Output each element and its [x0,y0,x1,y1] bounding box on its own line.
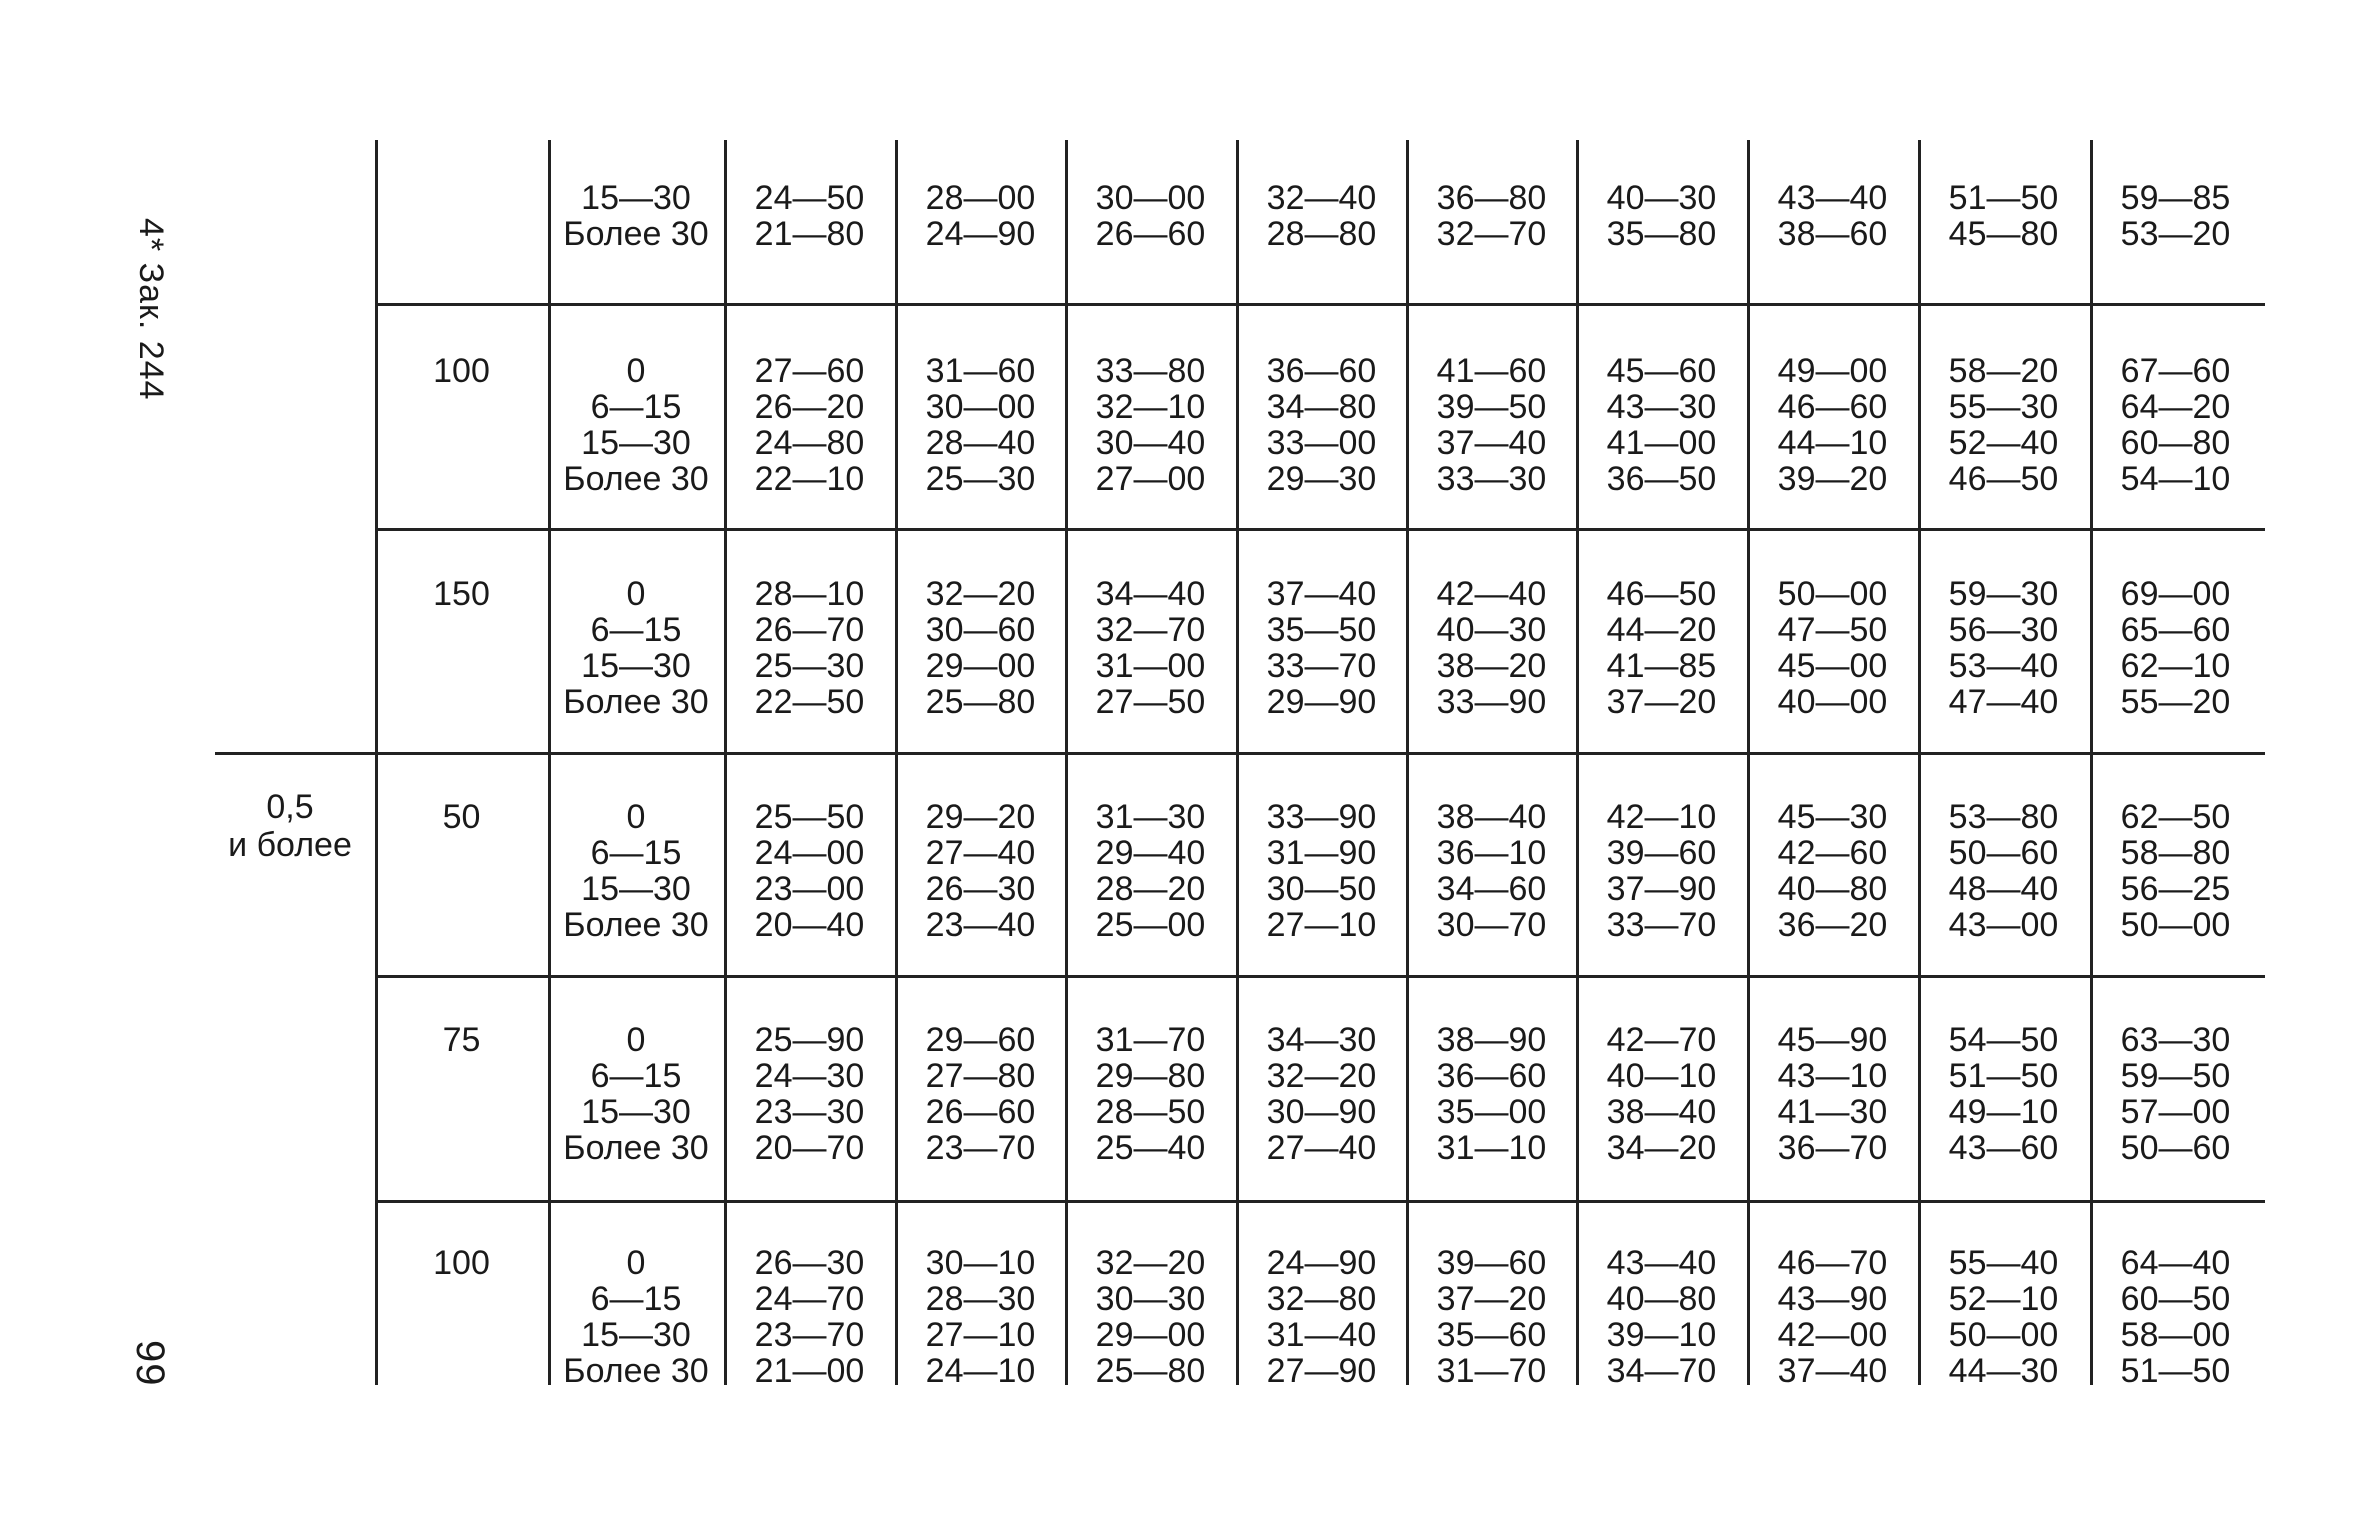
row-rule [215,752,2265,755]
value-cell: 35—00 [1436,1093,1547,1131]
value-cell: 27—80 [925,1057,1036,1095]
value-cell: 32—10 [1095,388,1206,426]
value-cell: 32—70 [1095,611,1206,649]
value-cell: 46—50 [1948,460,2059,498]
value-cell: 27—10 [1266,906,1377,944]
value-cell: 43—40 [1606,1244,1717,1282]
value-cell: 28—30 [925,1280,1036,1318]
value-cell: 33—80 [1095,352,1206,390]
value-cell: 35—50 [1266,611,1377,649]
value-cell: 60—50 [2120,1280,2231,1318]
value-cell: 64—20 [2120,388,2231,426]
value-cell: 46—70 [1777,1244,1888,1282]
column-rule [895,140,898,1385]
value-cell: 21—00 [754,1352,865,1390]
value-cell: 33—90 [1266,798,1377,836]
value-cell: 29—00 [1095,1316,1206,1354]
column-rule [375,140,378,1385]
value-cell: 53—20 [2120,215,2231,253]
value-cell: 53—80 [1948,798,2059,836]
value-cell: 25—90 [754,1021,865,1059]
value-cell: 45—30 [1777,798,1888,836]
group-label: 0,5 и более [228,788,352,864]
value-cell: 32—80 [1266,1280,1377,1318]
value-cell: 30—70 [1436,906,1547,944]
value-cell: 39—10 [1606,1316,1717,1354]
value-cell: 33—90 [1436,683,1547,721]
value-cell: 43—00 [1948,906,2059,944]
value-cell: 36—60 [1266,352,1377,390]
class-cell: 15—30 [581,424,691,462]
value-cell: 23—40 [925,906,1036,944]
value-cell: 31—10 [1436,1129,1547,1167]
value-cell: 62—50 [2120,798,2231,836]
order-reference: 4* Зак. 244 [132,218,170,401]
value-cell: 30—00 [925,388,1036,426]
class-cell: 6—15 [590,1280,682,1318]
value-cell: 58—00 [2120,1316,2231,1354]
value-cell: 37—40 [1436,424,1547,462]
row-rule [375,303,2265,306]
page-number: 99 [128,1340,172,1387]
value-cell: 50—00 [1777,575,1888,613]
value-cell: 43—60 [1948,1129,2059,1167]
column-rule [548,140,551,1385]
value-cell: 37—90 [1606,870,1717,908]
value-cell: 36—60 [1436,1057,1547,1095]
value-cell: 28—50 [1095,1093,1206,1131]
value-cell: 35—60 [1436,1316,1547,1354]
value-cell: 29—00 [925,647,1036,685]
value-cell: 43—30 [1606,388,1717,426]
load-cell: 100 [433,352,490,390]
value-cell: 23—70 [925,1129,1036,1167]
value-cell: 24—30 [754,1057,865,1095]
class-cell: 15—30 [581,1316,691,1354]
value-cell: 33—30 [1436,460,1547,498]
value-cell: 40—30 [1606,179,1717,217]
value-cell: 37—40 [1266,575,1377,613]
value-cell: 20—70 [754,1129,865,1167]
load-cell: 75 [442,1021,481,1059]
value-cell: 29—80 [1095,1057,1206,1095]
class-cell: Более 30 [563,1129,709,1167]
value-cell: 23—00 [754,870,865,908]
class-cell: 6—15 [590,611,682,649]
value-cell: 26—70 [754,611,865,649]
value-cell: 59—30 [1948,575,2059,613]
row-rule [375,528,2265,531]
value-cell: 37—20 [1606,683,1717,721]
column-rule [1918,140,1921,1385]
value-cell: 34—80 [1266,388,1377,426]
value-cell: 32—70 [1436,215,1547,253]
value-cell: 46—50 [1606,575,1717,613]
value-cell: 42—10 [1606,798,1717,836]
value-cell: 49—00 [1777,352,1888,390]
value-cell: 33—70 [1606,906,1717,944]
value-cell: 40—30 [1436,611,1547,649]
load-cell: 150 [433,575,490,613]
value-cell: 45—00 [1777,647,1888,685]
value-cell: 24—10 [925,1352,1036,1390]
value-cell: 25—30 [754,647,865,685]
class-cell: Более 30 [563,460,709,498]
value-cell: 28—10 [754,575,865,613]
value-cell: 25—80 [925,683,1036,721]
value-cell: 47—50 [1777,611,1888,649]
value-cell: 41—00 [1606,424,1717,462]
column-rule [724,140,727,1385]
value-cell: 27—40 [925,834,1036,872]
value-cell: 34—30 [1266,1021,1377,1059]
value-cell: 38—90 [1436,1021,1547,1059]
value-cell: 39—60 [1436,1244,1547,1282]
value-cell: 48—40 [1948,870,2059,908]
value-cell: 38—40 [1436,798,1547,836]
value-cell: 69—00 [2120,575,2231,613]
value-cell: 29—20 [925,798,1036,836]
value-cell: 24—90 [925,215,1036,253]
value-cell: 49—10 [1948,1093,2059,1131]
value-cell: 58—80 [2120,834,2231,872]
value-cell: 26—60 [1095,215,1206,253]
value-cell: 20—40 [754,906,865,944]
value-cell: 24—50 [754,179,865,217]
value-cell: 36—50 [1606,460,1717,498]
value-cell: 65—60 [2120,611,2231,649]
column-rule [1236,140,1239,1385]
value-cell: 60—80 [2120,424,2231,462]
value-cell: 25—00 [1095,906,1206,944]
value-cell: 56—25 [2120,870,2231,908]
column-rule [1576,140,1579,1385]
value-cell: 59—85 [2120,179,2231,217]
value-cell: 36—10 [1436,834,1547,872]
value-cell: 27—90 [1266,1352,1377,1390]
value-cell: 33—70 [1266,647,1377,685]
value-cell: 64—40 [2120,1244,2231,1282]
value-cell: 33—00 [1266,424,1377,462]
value-cell: 43—10 [1777,1057,1888,1095]
class-cell: Более 30 [563,1352,709,1390]
value-cell: 47—40 [1948,683,2059,721]
class-cell: 0 [626,1021,646,1059]
value-cell: 26—30 [925,870,1036,908]
value-cell: 26—60 [925,1093,1036,1131]
value-cell: 52—40 [1948,424,2059,462]
value-cell: 55—20 [2120,683,2231,721]
value-cell: 56—30 [1948,611,2059,649]
value-cell: 42—60 [1777,834,1888,872]
value-cell: 30—40 [1095,424,1206,462]
value-cell: 24—70 [754,1280,865,1318]
value-cell: 57—00 [2120,1093,2231,1131]
value-cell: 24—80 [754,424,865,462]
value-cell: 29—90 [1266,683,1377,721]
value-cell: 55—40 [1948,1244,2059,1282]
column-rule [1065,140,1068,1385]
value-cell: 50—60 [1948,834,2059,872]
column-rule [2090,140,2093,1385]
value-cell: 25—40 [1095,1129,1206,1167]
value-cell: 53—40 [1948,647,2059,685]
value-cell: 50—00 [1948,1316,2059,1354]
value-cell: 34—20 [1606,1129,1717,1167]
value-cell: 29—30 [1266,460,1377,498]
value-cell: 30—50 [1266,870,1377,908]
value-cell: 44—10 [1777,424,1888,462]
value-cell: 45—80 [1948,215,2059,253]
value-cell: 36—80 [1436,179,1547,217]
value-cell: 42—00 [1777,1316,1888,1354]
value-cell: 24—00 [754,834,865,872]
value-cell: 39—20 [1777,460,1888,498]
row-rule [375,975,2265,978]
value-cell: 28—80 [1266,215,1377,253]
row-rule [375,1200,2265,1203]
value-cell: 42—70 [1606,1021,1717,1059]
value-cell: 51—50 [2120,1352,2231,1390]
value-cell: 31—00 [1095,647,1206,685]
value-cell: 23—70 [754,1316,865,1354]
value-cell: 35—80 [1606,215,1717,253]
value-cell: 30—30 [1095,1280,1206,1318]
class-cell: 0 [626,575,646,613]
value-cell: 34—60 [1436,870,1547,908]
value-cell: 31—90 [1266,834,1377,872]
value-cell: 46—60 [1777,388,1888,426]
value-cell: 27—50 [1095,683,1206,721]
value-cell: 55—30 [1948,388,2059,426]
value-cell: 45—60 [1606,352,1717,390]
value-cell: 31—40 [1266,1316,1377,1354]
class-cell: 15—30 [581,647,691,685]
value-cell: 37—40 [1777,1352,1888,1390]
value-cell: 23—30 [754,1093,865,1131]
column-rule [1747,140,1750,1385]
class-cell: 15—30 [581,870,691,908]
value-cell: 40—00 [1777,683,1888,721]
value-cell: 27—40 [1266,1129,1377,1167]
class-cell: 6—15 [590,1057,682,1095]
value-cell: 25—50 [754,798,865,836]
value-cell: 39—50 [1436,388,1547,426]
value-cell: 58—20 [1948,352,2059,390]
value-cell: 50—00 [2120,906,2231,944]
value-cell: 40—80 [1777,870,1888,908]
value-cell: 67—60 [2120,352,2231,390]
value-cell: 31—70 [1436,1352,1547,1390]
value-cell: 26—20 [754,388,865,426]
value-cell: 24—90 [1266,1244,1377,1282]
value-cell: 27—00 [1095,460,1206,498]
value-cell: 21—80 [754,215,865,253]
value-cell: 28—40 [925,424,1036,462]
class-cell: 15—30 [581,179,691,217]
value-cell: 28—00 [925,179,1036,217]
value-cell: 30—00 [1095,179,1206,217]
value-cell: 62—10 [2120,647,2231,685]
load-cell: 50 [442,798,481,836]
value-cell: 32—20 [925,575,1036,613]
value-cell: 36—20 [1777,906,1888,944]
value-cell: 34—70 [1606,1352,1717,1390]
value-cell: 40—80 [1606,1280,1717,1318]
class-cell: 0 [626,1244,646,1282]
value-cell: 37—20 [1436,1280,1547,1318]
class-cell: 0 [626,798,646,836]
value-cell: 59—50 [2120,1057,2231,1095]
value-cell: 36—70 [1777,1129,1888,1167]
value-cell: 38—60 [1777,215,1888,253]
value-cell: 52—10 [1948,1280,2059,1318]
class-cell: Более 30 [563,215,709,253]
value-cell: 31—30 [1095,798,1206,836]
value-cell: 41—60 [1436,352,1547,390]
value-cell: 26—30 [754,1244,865,1282]
value-cell: 41—30 [1777,1093,1888,1131]
value-cell: 44—20 [1606,611,1717,649]
value-cell: 51—50 [1948,179,2059,217]
value-cell: 32—20 [1095,1244,1206,1282]
value-cell: 41—85 [1606,647,1717,685]
value-cell: 22—50 [754,683,865,721]
value-cell: 40—10 [1606,1057,1717,1095]
value-cell: 39—60 [1606,834,1717,872]
class-cell: 6—15 [590,388,682,426]
value-cell: 25—30 [925,460,1036,498]
class-cell: 0 [626,352,646,390]
value-cell: 31—60 [925,352,1036,390]
value-cell: 27—60 [754,352,865,390]
column-rule [1406,140,1409,1385]
load-cell: 100 [433,1244,490,1282]
value-cell: 51—50 [1948,1057,2059,1095]
class-cell: Более 30 [563,906,709,944]
value-cell: 22—10 [754,460,865,498]
value-cell: 63—30 [2120,1021,2231,1059]
value-cell: 43—90 [1777,1280,1888,1318]
class-cell: 15—30 [581,1093,691,1131]
value-cell: 31—70 [1095,1021,1206,1059]
value-cell: 30—60 [925,611,1036,649]
value-cell: 28—20 [1095,870,1206,908]
class-cell: 6—15 [590,834,682,872]
value-cell: 32—40 [1266,179,1377,217]
value-cell: 45—90 [1777,1021,1888,1059]
value-cell: 43—40 [1777,179,1888,217]
value-cell: 34—40 [1095,575,1206,613]
class-cell: Более 30 [563,683,709,721]
value-cell: 38—40 [1606,1093,1717,1131]
value-cell: 32—20 [1266,1057,1377,1095]
value-cell: 54—50 [1948,1021,2059,1059]
value-cell: 44—30 [1948,1352,2059,1390]
value-cell: 42—40 [1436,575,1547,613]
value-cell: 38—20 [1436,647,1547,685]
value-cell: 30—10 [925,1244,1036,1282]
value-cell: 29—60 [925,1021,1036,1059]
value-cell: 25—80 [1095,1352,1206,1390]
value-cell: 50—60 [2120,1129,2231,1167]
value-cell: 27—10 [925,1316,1036,1354]
value-cell: 54—10 [2120,460,2231,498]
value-cell: 30—90 [1266,1093,1377,1131]
value-cell: 29—40 [1095,834,1206,872]
